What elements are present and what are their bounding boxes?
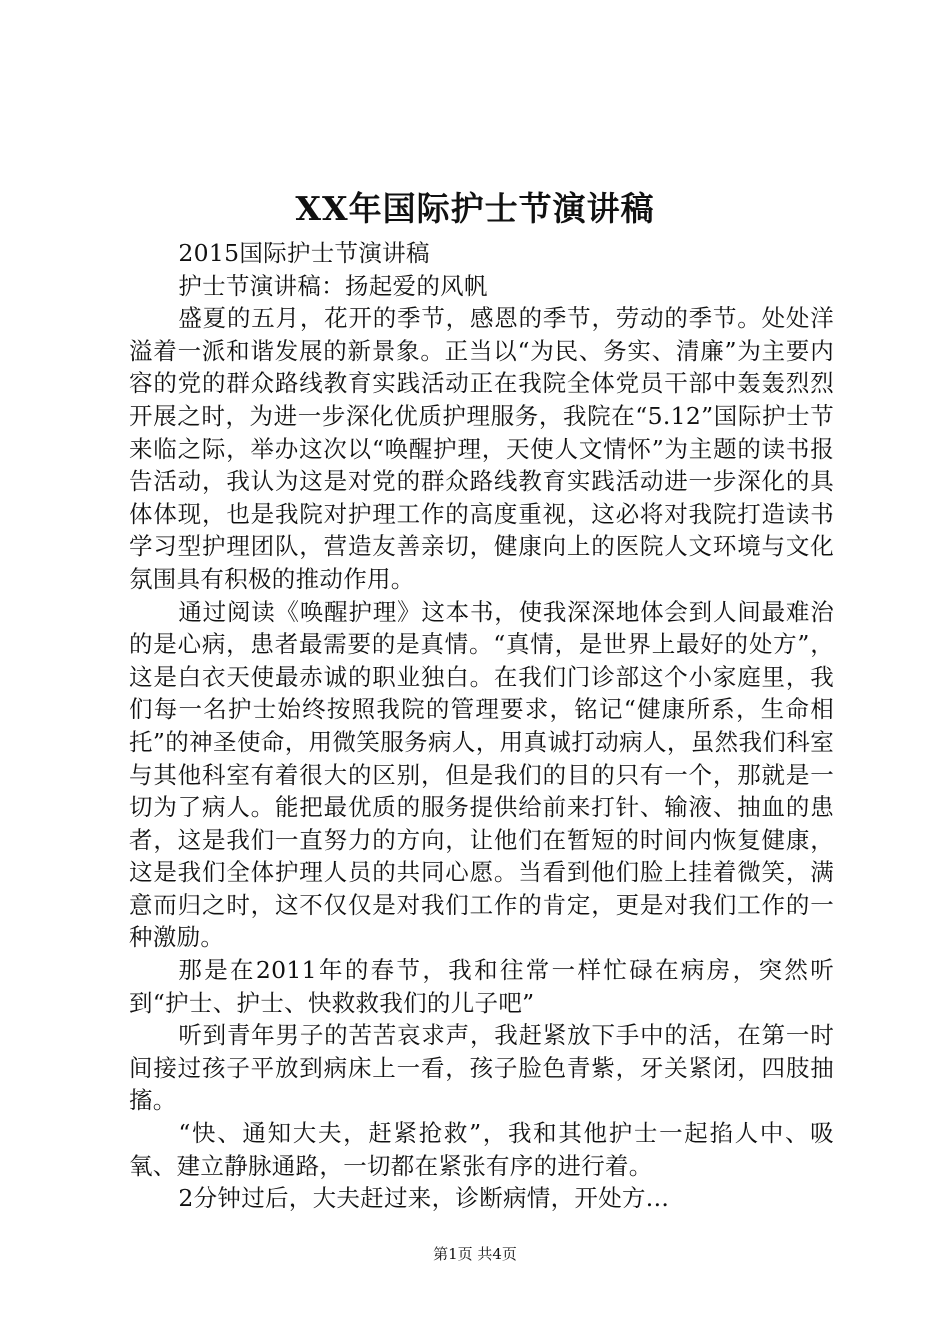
subtitle-paragraph: 2015国际护士节演讲稿 <box>178 239 430 267</box>
document-body <box>129 237 834 1215</box>
body-paragraph: 那是在2011年的春节，我和往常一样忙碌在病房，突然听到“护士、护士、快救救我们的儿子吧” <box>129 956 834 1017</box>
document-title: XX年国际护士节演讲稿 <box>295 189 655 228</box>
body-paragraph: 听到青年男子的苦苦哀求声，我赶紧放下手中的活，在第一时间接过孩子平放到病床上一看，孩子脸色青紫，牙关紧闭，四肢抽搐。 <box>129 1021 834 1115</box>
speech-title-paragraph: 护士节演讲稿：扬起爱的风帆 <box>178 271 488 300</box>
page-number-footer: 第1页 共4页 <box>433 1245 517 1263</box>
body-paragraph: 通过阅读《唤醒护理》这本书，使我深深地体会到人间最难治的是心病，患者最需要的是真情。“真情，是世界上最好的处方”，这是白衣天使最赤诚的职业独白。在我们门诊部这个小家庭里，我们每一名护士始终按照我院的管理要求，铭记“健康所系，生命相托”的神圣使命，用微笑服务病人，用真诚打动病人，虽然我们科室与其他科室有着很大的区别，但是我们的目的只有一个，那就是一切为了病人。能把最优质的服务提供给前来打针、输液、抽血的患者，这是我们一直努力的方向，让他们在暂短的时间内恢复健康，这是我们全体护理人员的共同心愿。当看到他们脸上挂着微笑，满意而归之时，这不仅仅是对我们工作的肯定，更是对我们工作的一种激励。 <box>129 597 834 952</box>
body-paragraph: 2分钟过后，大夫赶过来，诊断病情，开处方... <box>178 1184 670 1213</box>
body-paragraph: 盛夏的五月，花开的季节，感恩的季节，劳动的季节。处处洋溢着一派和谐发展的新景象。正当以“为民、务实、清廉”为主要内容的党的群众路线教育实践活动正在我院全体党员干部中轰轰烈烈开展之时，为进一步深化优质护理服务，我院在“5.12”国际护士节来临之际，举办这次以“唤醒护理，天使人文情怀”为主题的读书报告活动，我认为这是对党的群众路线教育实践活动进一步深化的具体体现，也是我院对护理工作的高度重视，这必将对我院打造读书学习型护理团队，营造友善亲切，健康向上的医院人文环境与文化氛围具有积极的推动作用。 <box>129 304 834 593</box>
body-paragraph: “快、通知大夫，赶紧抢救”，我和其他护士一起掐人中、吸氧、建立静脉通路，一切都在紧张有序的进行着。 <box>129 1119 834 1180</box>
